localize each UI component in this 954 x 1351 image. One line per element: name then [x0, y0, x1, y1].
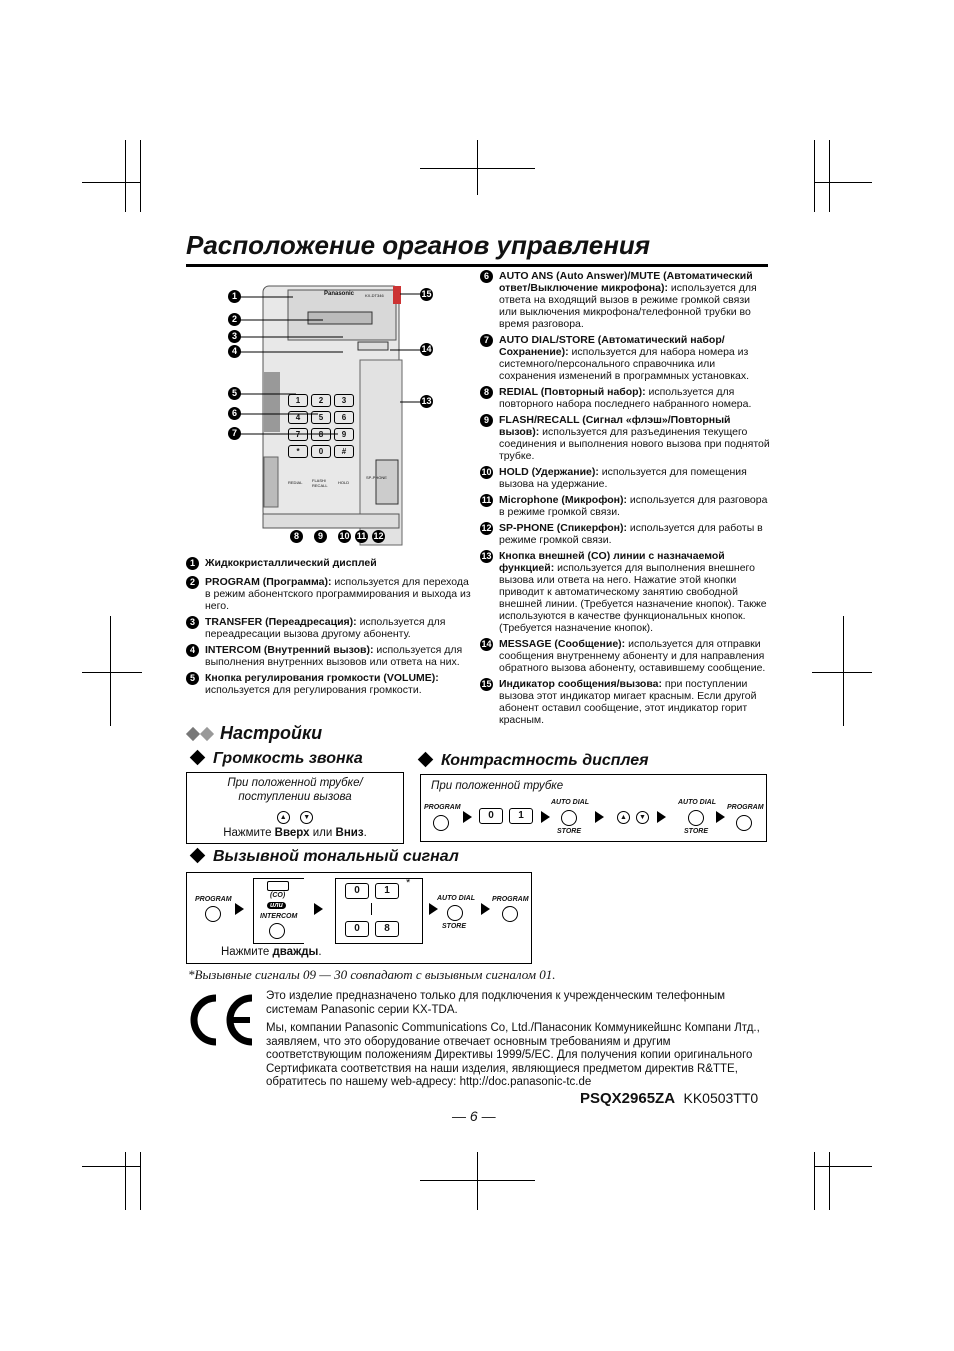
list-item — [480, 678, 770, 726]
keypad-key: 2 — [311, 394, 331, 407]
auto-dial-label: AUTO DIAL — [437, 895, 475, 902]
crop-mark — [829, 140, 830, 212]
keypad-key: 7 — [288, 428, 308, 441]
contrast-heading-text: Контрастность дисплея — [441, 752, 649, 769]
item-number: 12 — [481, 523, 492, 533]
list-item — [480, 522, 770, 546]
item-title: AUTO ANS (Auto Answer)/MUTE (Автоматический ответ/Выключение микрофона): — [499, 270, 753, 294]
crop-mark — [477, 1152, 478, 1210]
callout-7: 7 — [228, 427, 241, 440]
item-number: 10 — [481, 467, 492, 477]
item-title: HOLD (Удержание): — [499, 466, 599, 478]
footnote: *Вызывные сигналы 09 — 30 совпадают с вызывным сигналом 01. — [188, 967, 556, 982]
page-title: Расположение органов управления — [186, 230, 651, 260]
arrow-icon — [314, 903, 323, 915]
list-item — [480, 638, 770, 674]
crop-mark — [814, 1152, 815, 1210]
callout-10: 10 — [339, 531, 350, 541]
asterisk-mark: * — [406, 877, 411, 889]
crop-mark — [82, 1166, 140, 1167]
arrow-icon — [595, 811, 604, 823]
callout-11: 11 — [356, 531, 367, 541]
program-label: PROGRAM — [492, 896, 529, 903]
instruction-text: Нажмите — [223, 827, 275, 839]
instruction-twice: дважды — [272, 946, 319, 958]
item-title: FLASH/RECALL (Сигнал «флэш»/Повторный вызов): — [499, 414, 731, 438]
callout-3: 3 — [228, 330, 241, 343]
item-text: используется для разъединения текущего соединения и выполнения нового вызова при поднятой трубке. — [499, 426, 770, 462]
list-item — [480, 550, 770, 634]
ce-logo — [184, 992, 256, 1048]
crop-mark — [814, 1166, 872, 1167]
item-text: используется для выполнения внешнего вызова или ответа на него. Нажатие этой кнопки приводит к автоматическому занятию свободной внешней линии. (Требуется назначение кнопок). Также используются в качестве функциональных кнопок. (Требуется назначение кнопок). — [499, 562, 767, 634]
crop-mark — [140, 1152, 141, 1210]
store-label: STORE — [442, 923, 466, 930]
arrow-icon — [716, 811, 725, 823]
list-item — [480, 414, 770, 462]
instruction-down: Вниз — [335, 827, 364, 839]
key-1: 1 — [375, 883, 399, 899]
settings-heading-text: Настройки — [220, 723, 323, 743]
item-text: используется для перехода в режим абонентского программирования и выхода из него. — [205, 576, 471, 612]
item-number: 2 — [186, 576, 199, 589]
item-number: 14 — [481, 639, 492, 649]
item-text: используется для переадресации вызова другому абоненту. — [205, 616, 446, 640]
item-title: TRANSFER (Переадресация): — [205, 616, 357, 628]
instruction-up: Вверх — [274, 827, 310, 839]
intercom-button-icon — [269, 923, 285, 939]
auto-dial-button-icon — [561, 810, 577, 826]
crop-mark — [814, 140, 815, 212]
program-button-icon — [736, 815, 752, 831]
settings-heading — [188, 723, 322, 744]
ring-tone-heading-text: Вызывной тональный сигнал — [213, 848, 459, 865]
arrow-icon — [481, 903, 490, 915]
model-code — [580, 1090, 758, 1108]
phone-brand: Panasonic — [324, 291, 355, 297]
keypad-key: 8 — [311, 428, 331, 441]
arrow-icon — [235, 903, 244, 915]
separator — [371, 903, 372, 915]
phone-label-flash: FLASH/ RECALL — [312, 478, 328, 488]
list-item — [186, 616, 471, 640]
item-number: 9 — [480, 414, 493, 427]
item-number: 4 — [186, 644, 199, 657]
list-item — [186, 576, 471, 612]
list-item — [480, 270, 770, 330]
program-label: PROGRAM — [195, 896, 232, 903]
list-item — [186, 672, 471, 696]
key-1: 1 — [509, 808, 533, 824]
ring-volume-box — [186, 772, 404, 844]
page-number: — 6 — — [452, 1108, 496, 1124]
instruction-or: или — [309, 827, 336, 839]
ce-paragraph-2: Мы, компании Panasonic Communications Co, Ltd./Панасоник Коммуникейшнс Компани Лтд., заявляем, что это оборудование отвечает основным требованиям и другим соответствующим положениям Директивы 1999/5/ЕС. Для получения копии оригинального Сертификата соответствия на наши изделия, являющиеся предметом директив R&TTE, обратитесь по нашему web-адресу: http://doc.panasonic-tc.de — [266, 1022, 760, 1088]
crop-mark — [110, 616, 111, 726]
item-number: 7 — [480, 334, 493, 347]
crop-mark — [125, 140, 126, 212]
ring-volume-instruction — [187, 827, 403, 839]
list-item — [480, 466, 770, 490]
item-text: используется для разговора в режиме громкой связи. — [499, 494, 768, 518]
crop-mark — [82, 672, 142, 673]
ring-tone-instruction — [221, 946, 322, 958]
item-title: PROGRAM (Программа): — [205, 576, 332, 588]
item-text: при поступлении вызова этот индикатор мигает красным. Если другой абонент оставил сообщение, этот индикатор горит красным. — [499, 678, 757, 726]
ce-mark — [184, 992, 256, 1048]
program-label: PROGRAM — [727, 804, 764, 811]
phone-model: KX-DT346 — [365, 293, 384, 298]
crop-mark — [814, 182, 872, 183]
instruction-dot: . — [318, 946, 322, 958]
item-number: 15 — [481, 679, 492, 689]
item-title: INTERCOM (Внутренний вызов): — [205, 644, 374, 656]
crop-mark — [125, 1152, 126, 1210]
item-text: используется для повторного набора последнего набранного номера. — [499, 386, 752, 410]
item-text: используется для выполнения внутренних вызовов или ответа на них. — [205, 644, 463, 668]
volume-up-icon: ▲ — [277, 811, 290, 824]
instruction-dot: . — [363, 827, 367, 839]
crop-mark — [477, 140, 478, 195]
arrow-icon — [541, 811, 550, 823]
volume-keys — [187, 806, 403, 824]
arrow-icon — [657, 811, 666, 823]
title-rule — [186, 264, 768, 267]
doc-code: KK0503TT0 — [683, 1090, 759, 1106]
key-0: 0 — [345, 921, 369, 937]
key-8: 8 — [375, 921, 399, 937]
right-item-list — [480, 270, 770, 730]
keypad-key: * — [288, 445, 308, 458]
contrast-heading — [420, 752, 649, 770]
list-item — [186, 557, 471, 570]
item-number: 13 — [481, 551, 492, 561]
callout-12: 12 — [373, 531, 384, 541]
keypad-key: # — [334, 445, 354, 458]
contrast-box — [420, 774, 767, 842]
intercom-label: INTERCOM — [260, 913, 298, 920]
keypad-key: 9 — [334, 428, 354, 441]
keypad-key: 1 — [288, 394, 308, 407]
ring-tone-box — [186, 872, 532, 964]
volume-down-icon: ▼ — [300, 811, 313, 824]
list-item — [480, 494, 770, 518]
diamond-icon — [186, 727, 200, 741]
item-number: 3 — [186, 616, 199, 629]
item-title: AUTO DIAL/STORE (Автоматический набор/Сохранение): — [499, 334, 725, 358]
item-text: используется для помещения вызова на удержание. — [499, 466, 747, 490]
auto-dial-label: AUTO DIAL — [678, 799, 716, 806]
callout-15: 15 — [421, 289, 432, 299]
callout-2: 2 — [228, 313, 241, 326]
program-button-icon — [433, 815, 449, 831]
ce-paragraph-1: Это изделие предназначено только для подключения к учрежденческим телефонным системам Panasonic серии KX-TDA. — [266, 990, 726, 1016]
item-number: 8 — [480, 386, 493, 399]
keypad-key: 0 — [311, 445, 331, 458]
keypad-key: 4 — [288, 411, 308, 424]
item-text: используется для ответа на входящий вызов в режиме громкой связи или выключения микрофона/телефонной трубки во время разговора. — [499, 282, 757, 330]
list-item — [480, 386, 770, 410]
item-number: 1 — [186, 557, 199, 570]
ce-text — [266, 990, 766, 1090]
item-text: используется для отправки сообщения внутреннему абоненту и для направления обратного вызова абоненту, оставившему сообщение. — [499, 638, 766, 674]
callout-8: 8 — [290, 530, 303, 543]
callout-6: 6 — [228, 407, 241, 420]
volume-down-icon: ▼ — [636, 811, 649, 824]
list-item — [186, 644, 471, 668]
callout-4: 4 — [228, 345, 241, 358]
item-number: 11 — [481, 495, 492, 505]
item-number: 6 — [480, 270, 493, 283]
item-title: Индикатор сообщения/вызова: — [499, 678, 662, 690]
callout-1: 1 — [228, 290, 241, 303]
item-title: Microphone (Микрофон): — [499, 494, 627, 506]
keypad-key: 3 — [334, 394, 354, 407]
phone-label-redial: REDIAL — [288, 480, 303, 485]
diamond-icon — [200, 727, 214, 741]
auto-dial-button-icon — [447, 905, 463, 921]
crop-mark — [140, 140, 141, 212]
model-code-bold: PSQX2965ZA — [580, 1090, 676, 1107]
diamond-icon — [190, 848, 206, 864]
arrow-icon — [463, 811, 472, 823]
item-title: Жидкокристаллический дисплей — [205, 557, 377, 569]
program-button-icon — [205, 906, 221, 922]
phone-label-spphone: SP-PHONE — [366, 475, 387, 480]
diamond-icon — [190, 750, 206, 766]
item-title: Кнопка регулирования громкости (VOLUME): — [205, 672, 439, 684]
auto-dial-button-icon — [688, 810, 704, 826]
co-label: (CO) — [270, 892, 286, 899]
store-label: STORE — [557, 828, 581, 835]
callout-9: 9 — [314, 530, 327, 543]
diamond-icon — [418, 752, 434, 768]
crop-mark — [843, 616, 844, 726]
program-button-icon — [502, 906, 518, 922]
or-badge: или — [267, 902, 286, 909]
instruction-text: Нажмите — [221, 946, 273, 958]
co-button-icon — [267, 881, 289, 891]
ring-tone-heading — [192, 848, 459, 866]
keypad-key: 6 — [334, 411, 354, 424]
key-0: 0 — [479, 808, 503, 824]
item-text: используется для работы в режиме громкой связи. — [499, 522, 763, 546]
ring-volume-heading-text: Громкость звонка — [213, 750, 363, 767]
item-text: используется для регулирования громкости. — [205, 684, 422, 696]
crop-mark — [812, 672, 872, 673]
list-item — [480, 334, 770, 382]
callout-13: 13 — [421, 396, 432, 406]
auto-dial-label: AUTO DIAL — [551, 799, 589, 806]
ring-volume-heading — [192, 750, 363, 768]
key-0: 0 — [345, 883, 369, 899]
store-label: STORE — [684, 828, 708, 835]
contrast-condition: При положенной трубке — [431, 780, 564, 792]
program-label: PROGRAM — [424, 804, 461, 811]
crop-mark — [829, 1152, 830, 1210]
left-item-list — [186, 557, 471, 700]
item-text: используется для набора номера из системного/персонального справочника или сохранения изменений в программных установках. — [499, 346, 750, 382]
item-title: Кнопка внешней (CO) линии с назначаемой функцией: — [499, 550, 725, 574]
keypad — [288, 394, 354, 458]
item-number: 5 — [186, 672, 199, 685]
item-title: MESSAGE (Сообщение): — [499, 638, 626, 650]
callout-5: 5 — [228, 387, 241, 400]
item-title: SP-PHONE (Спикерфон): — [499, 522, 627, 534]
callout-14: 14 — [421, 344, 432, 354]
keypad-key: 5 — [311, 411, 331, 424]
item-title: REDIAL (Повторный набор): — [499, 386, 646, 398]
phone-illustration — [228, 282, 438, 550]
crop-mark — [82, 182, 140, 183]
phone-label-hold: HOLD — [338, 480, 350, 485]
ring-volume-condition: При положенной трубке/ поступлении вызова — [227, 777, 363, 803]
arrow-icon — [429, 903, 438, 915]
volume-up-icon: ▲ — [617, 811, 630, 824]
